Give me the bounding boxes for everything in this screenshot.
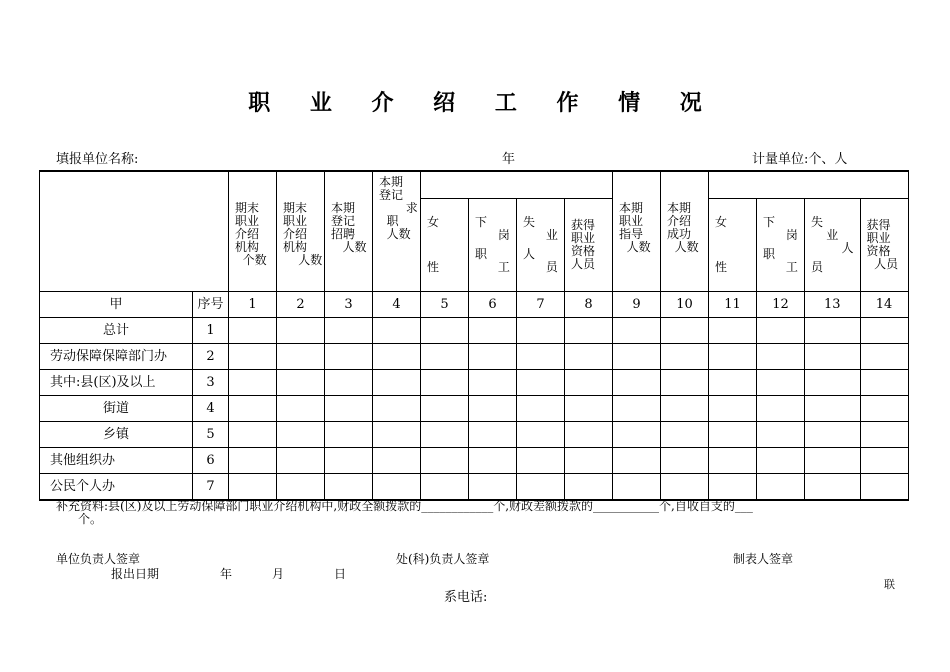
data-cell	[229, 344, 277, 370]
header-text-line: 机构	[283, 240, 308, 254]
supplement-line-1: 补充资料:县(区)及以上劳动保障部门职业介绍机构中,财政全额拨款的____________个,财政差额拨款的___________个,自收自支的___	[56, 499, 753, 513]
data-cell	[661, 422, 709, 448]
contact-phone-fragment: 系电话:	[444, 590, 488, 605]
header-text-line: 职业	[866, 231, 891, 245]
row-label: 公民个人办	[40, 474, 193, 501]
row-label: 其中:县(区)及以上	[40, 370, 193, 396]
data-cell	[421, 396, 469, 422]
column-header-12	[757, 199, 805, 292]
table-row	[40, 422, 909, 448]
column-number-cell: 14	[860, 292, 908, 318]
data-cell	[373, 370, 421, 396]
data-cell	[709, 448, 757, 474]
report-day-label: 日	[334, 567, 347, 581]
header-text-line: 人数	[331, 240, 367, 254]
data-cell	[517, 448, 565, 474]
data-cell	[277, 370, 325, 396]
data-cell	[709, 422, 757, 448]
data-cell	[421, 422, 469, 448]
header-text-line: 岗	[763, 228, 798, 242]
data-cell	[709, 370, 757, 396]
column-header-9	[613, 171, 661, 292]
data-cell	[517, 318, 565, 344]
column-number-cell: 8	[565, 292, 613, 318]
header-text-line: 失	[523, 215, 536, 229]
column-header-1	[229, 171, 277, 292]
data-cell	[860, 396, 908, 422]
header-text-line: 人数	[283, 253, 323, 267]
column-header-4	[373, 171, 421, 292]
header-text-line: 职	[763, 247, 776, 261]
row-label: 其他组织办	[40, 448, 193, 474]
header-text-line: 人员	[571, 257, 596, 271]
report-year-label: 年	[220, 567, 233, 581]
data-cell	[661, 318, 709, 344]
row-label-header	[40, 292, 193, 318]
column-number-cell: 7	[517, 292, 565, 318]
header-text-line: 员	[523, 260, 558, 274]
data-cell	[421, 370, 469, 396]
column-header-14	[860, 199, 908, 292]
row-seq: 2	[193, 344, 229, 370]
data-cell	[661, 448, 709, 474]
header-text-line: 资格	[571, 244, 596, 258]
data-cell	[757, 318, 805, 344]
data-cell	[229, 422, 277, 448]
data-cell	[805, 448, 861, 474]
table-row	[40, 396, 909, 422]
data-cell	[613, 422, 661, 448]
data-cell	[860, 422, 908, 448]
data-cell	[709, 344, 757, 370]
column-number-cell: 11	[709, 292, 757, 318]
header-text-line: 本期	[331, 201, 356, 215]
header-text-line: 期末	[235, 201, 260, 215]
seq-header-text: 序号	[197, 297, 224, 312]
data-cell	[613, 370, 661, 396]
supplement	[56, 500, 906, 526]
data-cell	[469, 474, 517, 501]
stacked-header-text	[757, 216, 804, 274]
data-cell	[325, 344, 373, 370]
data-cell	[565, 318, 613, 344]
header-text-line: 介绍	[283, 227, 308, 241]
data-cell	[757, 474, 805, 501]
data-cell	[421, 318, 469, 344]
report-month-label: 月	[272, 567, 285, 581]
header-text-line: 女	[427, 215, 440, 229]
measure-unit-label: 计量单位:个、人	[752, 152, 848, 167]
row-label: 街道	[40, 396, 193, 422]
data-cell	[805, 422, 861, 448]
data-cell	[661, 370, 709, 396]
data-cell	[613, 344, 661, 370]
data-cell	[517, 370, 565, 396]
header-text-line: 本期	[379, 175, 404, 189]
data-cell	[373, 344, 421, 370]
data-cell	[421, 344, 469, 370]
data-cell	[565, 422, 613, 448]
row-label: 总计	[40, 318, 193, 344]
header-text-line: 职业	[235, 214, 260, 228]
data-cell	[757, 344, 805, 370]
header-text-line: 招聘	[331, 227, 356, 241]
group-header-successful-placements	[709, 171, 909, 199]
header-text-line: 介绍	[235, 227, 260, 241]
year-label: 年	[502, 152, 516, 167]
unit-name-label: 填报单位名称:	[56, 152, 139, 167]
data-cell	[277, 474, 325, 501]
header-text-line: 登记	[379, 188, 404, 202]
data-cell	[469, 344, 517, 370]
header-text-line: 机构	[235, 240, 260, 254]
header-text-line: 岗	[475, 228, 510, 242]
header-text-line: 失	[811, 215, 824, 229]
header-text-line: 职业	[619, 214, 644, 228]
data-cell	[860, 474, 908, 501]
data-cell	[277, 448, 325, 474]
header-text-line: 下	[763, 215, 776, 229]
header-text-line: 职	[379, 214, 399, 228]
header-text-line: 下	[475, 215, 488, 229]
header-text-line: 成功	[667, 227, 692, 241]
row-seq: 5	[193, 422, 229, 448]
table-row	[40, 370, 909, 396]
header-text-line: 个数	[235, 253, 267, 267]
data-cell	[805, 396, 861, 422]
header-text-line: 介绍	[667, 214, 692, 228]
header-text-line: 人	[523, 247, 536, 261]
data-cell	[325, 474, 373, 501]
stacked-header-text	[421, 216, 468, 274]
header-text-line: 职业	[571, 231, 596, 245]
data-cell	[805, 344, 861, 370]
header-text-line: 业	[811, 228, 839, 242]
column-number-cell: 13	[805, 292, 861, 318]
table-row	[40, 474, 909, 501]
data-cell	[325, 396, 373, 422]
row-seq: 3	[193, 370, 229, 396]
data-cell	[421, 474, 469, 501]
data-cell	[661, 396, 709, 422]
data-cell	[661, 344, 709, 370]
column-number-cell: 4	[373, 292, 421, 318]
column-number-cell: 10	[661, 292, 709, 318]
data-cell	[661, 474, 709, 501]
column-header-3	[325, 171, 373, 292]
data-cell	[517, 396, 565, 422]
row-label: 劳动保障保障部门办	[40, 344, 193, 370]
header-text-line: 人数	[667, 240, 699, 254]
row-seq: 7	[193, 474, 229, 501]
data-cell	[565, 396, 613, 422]
header-text-line: 员	[811, 260, 824, 274]
data-cell	[325, 448, 373, 474]
data-cell	[229, 370, 277, 396]
data-cell	[229, 318, 277, 344]
data-cell	[709, 474, 757, 501]
data-cell	[565, 474, 613, 501]
header-text-line: 性	[715, 260, 728, 274]
header-text-line: 工	[475, 260, 510, 274]
header-text-line: 职业	[283, 214, 308, 228]
data-cell	[805, 370, 861, 396]
data-cell	[277, 318, 325, 344]
stacked-header-text	[469, 216, 516, 274]
row-seq: 4	[193, 396, 229, 422]
header-text-line: 指导	[619, 227, 644, 241]
column-header-13	[805, 199, 861, 292]
data-cell	[277, 396, 325, 422]
data-cell	[709, 318, 757, 344]
data-cell	[373, 474, 421, 501]
data-cell	[229, 474, 277, 501]
seq-header	[193, 292, 229, 318]
column-number-cell: 12	[757, 292, 805, 318]
header-text-line: 获得	[866, 218, 891, 232]
row-label: 乡镇	[40, 422, 193, 448]
header-text-line: 人数	[379, 227, 411, 241]
column-header-8	[565, 199, 613, 292]
data-cell	[613, 474, 661, 501]
preparer-signature-label: 制表人签章	[733, 552, 794, 566]
data-cell	[860, 318, 908, 344]
data-cell	[757, 370, 805, 396]
data-cell	[373, 448, 421, 474]
data-cell	[517, 422, 565, 448]
table-row	[40, 344, 909, 370]
table-row	[40, 318, 909, 344]
data-cell	[421, 448, 469, 474]
data-cell	[757, 422, 805, 448]
data-cell	[469, 448, 517, 474]
contact-fragment-right: 联	[884, 578, 895, 591]
report-date-label: 报出日期	[111, 567, 160, 581]
data-cell	[469, 318, 517, 344]
corner-header-cell	[40, 171, 229, 292]
header-text-line: 获得	[571, 218, 596, 232]
column-header-11	[709, 199, 757, 292]
data-cell	[613, 318, 661, 344]
header-text-line: 性	[427, 260, 440, 274]
data-cell	[757, 396, 805, 422]
column-header-7	[517, 199, 565, 292]
data-cell	[805, 474, 861, 501]
column-number-cell: 6	[469, 292, 517, 318]
stacked-header-text	[517, 216, 564, 274]
column-number-cell: 2	[277, 292, 325, 318]
column-number-cell: 1	[229, 292, 277, 318]
data-cell	[277, 422, 325, 448]
data-cell	[613, 448, 661, 474]
data-cell	[325, 422, 373, 448]
data-cell	[565, 448, 613, 474]
employment-service-table	[39, 170, 909, 501]
header-text-line: 求	[379, 201, 418, 215]
dept-head-signature-label: 处(科)负责人签章	[396, 552, 490, 566]
data-cell	[469, 396, 517, 422]
data-cell	[565, 344, 613, 370]
data-cell	[517, 344, 565, 370]
header-text-line: 登记	[331, 214, 356, 228]
supplement-line-2: 个。	[78, 512, 103, 526]
column-number-cell: 5	[421, 292, 469, 318]
data-cell	[373, 396, 421, 422]
data-cell	[469, 422, 517, 448]
column-number-cell: 9	[613, 292, 661, 318]
data-cell	[709, 396, 757, 422]
data-cell	[860, 344, 908, 370]
data-cell	[325, 318, 373, 344]
table-row	[40, 448, 909, 474]
header-text-line: 女	[715, 215, 728, 229]
data-cell	[757, 448, 805, 474]
header-text-line: 人	[811, 241, 854, 255]
row-seq: 1	[193, 318, 229, 344]
data-cell	[277, 344, 325, 370]
stacked-header-text	[709, 216, 756, 274]
data-cell	[805, 318, 861, 344]
column-number-cell: 3	[325, 292, 373, 318]
page-title: 职 业 介 绍 工 作 情 况	[248, 90, 718, 116]
header-text-line: 本期	[667, 201, 692, 215]
unit-head-signature-label: 单位负责人签章	[56, 552, 141, 566]
group-header-registered-seekers	[421, 171, 613, 199]
data-cell	[373, 422, 421, 448]
data-cell	[860, 448, 908, 474]
data-cell	[325, 370, 373, 396]
data-cell	[229, 448, 277, 474]
column-header-5	[421, 199, 469, 292]
data-cell	[229, 396, 277, 422]
row-label-header-text: 甲	[109, 297, 123, 312]
stacked-header-text	[805, 216, 860, 274]
data-cell	[469, 370, 517, 396]
data-cell	[373, 318, 421, 344]
header-text-line: 资格	[866, 244, 891, 258]
row-seq: 6	[193, 448, 229, 474]
header-text-line: 期末	[283, 201, 308, 215]
header-text-line: 工	[763, 260, 798, 274]
data-cell	[517, 474, 565, 501]
header-text-line: 本期	[619, 201, 644, 215]
header-text-line: 人数	[619, 240, 651, 254]
data-cell	[613, 396, 661, 422]
header-text-line: 业	[523, 228, 558, 242]
data-cell	[565, 370, 613, 396]
column-header-10	[661, 171, 709, 292]
data-cell	[860, 370, 908, 396]
header-text-line: 人员	[866, 257, 899, 271]
header-text-line: 职	[475, 247, 488, 261]
column-header-2	[277, 171, 325, 292]
column-header-6	[469, 199, 517, 292]
